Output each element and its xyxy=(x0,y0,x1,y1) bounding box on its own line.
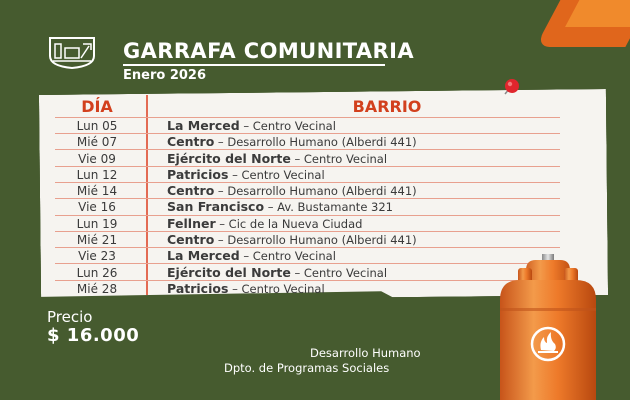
barrio-location: – Centro Vecinal xyxy=(290,151,388,166)
day-cell: Vie 09 xyxy=(78,151,116,166)
barrio-name: Ejército del Norte xyxy=(167,150,291,166)
barrio-header: BARRIO xyxy=(352,97,422,116)
barrio-name: Ejército del Norte xyxy=(167,264,291,280)
barrio-name: San Francisco xyxy=(167,199,265,215)
day-cell: Lun 19 xyxy=(76,216,118,231)
column-divider xyxy=(146,95,148,295)
barrio-name: Centro xyxy=(167,183,215,199)
barrio-cell xyxy=(167,232,562,248)
barrio-name: Patricios xyxy=(167,280,229,296)
day-column xyxy=(55,95,139,297)
barrio-location: – Centro Vecinal xyxy=(228,281,325,296)
price-value: $ 16.000 xyxy=(47,325,140,346)
price-label: Precio xyxy=(47,308,93,326)
barrio-name: La Merced xyxy=(167,118,240,133)
barrio-name: Patricios xyxy=(167,166,229,182)
day-cell: Lun 26 xyxy=(76,265,118,280)
day-cell: Vie 16 xyxy=(78,200,116,215)
barrio-name: Centro xyxy=(167,232,215,248)
barrio-location: – Desarrollo Humano (Alberdi 441) xyxy=(214,135,417,150)
barrio-name: Centro xyxy=(167,134,215,150)
page-subtitle: Enero 2026 xyxy=(123,68,207,83)
barrio-location: – Desarrollo Humano (Alberdi 441) xyxy=(214,184,417,199)
barrio-location: – Cic de la Nueva Ciudad xyxy=(215,216,363,231)
day-cell: Mié 28 xyxy=(76,281,118,296)
barrio-name: La Merced xyxy=(167,248,240,264)
barrio-cell xyxy=(167,151,562,167)
municipal-shield-logo xyxy=(47,36,97,69)
day-cell: Mié 14 xyxy=(76,184,118,199)
barrio-location: – Desarrollo Humano (Alberdi 441) xyxy=(214,233,417,248)
day-cell: Lun 05 xyxy=(76,119,118,133)
footer-program: Dpto. de Programas Sociales xyxy=(224,361,390,375)
gas-cylinder-icon xyxy=(490,252,610,400)
day-header: DÍA xyxy=(81,97,113,116)
barrio-cell xyxy=(167,216,562,232)
barrio-cell xyxy=(167,134,562,150)
barrio-cell xyxy=(167,118,562,134)
title-divider xyxy=(123,64,385,66)
barrio-location: – Av. Bustamante 321 xyxy=(264,200,393,215)
barrio-cell xyxy=(167,167,562,183)
barrio-location: – Centro Vecinal xyxy=(290,265,388,280)
page-title: GARRAFA COMUNITARIA xyxy=(123,39,414,63)
day-cell: Mié 07 xyxy=(76,135,118,150)
barrio-location: – Centro Vecinal xyxy=(239,249,336,264)
barrio-cell xyxy=(167,199,562,215)
footer-department: Desarrollo Humano xyxy=(310,346,421,360)
day-cell: Lun 12 xyxy=(76,167,118,182)
day-cell: Mié 21 xyxy=(76,233,118,248)
barrio-name: Fellner xyxy=(167,215,216,231)
barrio-cell xyxy=(167,183,562,199)
day-cell: Vie 23 xyxy=(78,249,116,264)
barrio-location: – Centro Vecinal xyxy=(239,119,336,133)
barrio-location: – Centro Vecinal xyxy=(228,167,325,182)
